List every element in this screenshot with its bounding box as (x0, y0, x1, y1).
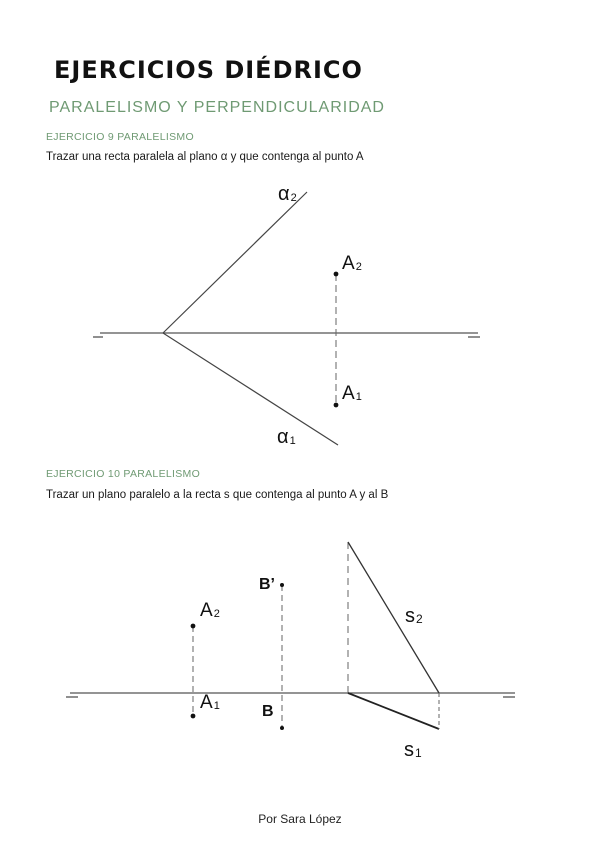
exercise-9-statement: Trazar una recta paralela al plano α y que contenga al punto A (46, 151, 364, 163)
exercise-10-heading: EJERCICIO 10 PARALELISMO (46, 468, 201, 480)
label-s2: s2 (405, 605, 423, 627)
point-a1 (191, 714, 196, 719)
exercise-9-heading: EJERCICIO 9 PARALELISMO (46, 131, 194, 143)
exercise-10-statement: Trazar un plano paralelo a la recta s que contenga al punto A y al B (46, 489, 389, 501)
point-a2 (191, 624, 196, 629)
point-a2 (334, 272, 339, 277)
label-b-prime: B’ (259, 576, 275, 593)
point-b-prime (280, 583, 284, 587)
label-a1: A1 (342, 383, 362, 404)
label-a2: A2 (342, 253, 362, 274)
point-b (280, 726, 284, 730)
label-alpha1: α1 (277, 426, 296, 448)
footer-author: Por Sara López (258, 812, 342, 826)
plane-trace-alpha1 (163, 333, 338, 445)
label-s1: s1 (404, 739, 422, 761)
label-b: B (262, 703, 274, 720)
label-a1: A1 (200, 692, 220, 713)
point-a1 (334, 403, 339, 408)
line-s1 (348, 693, 439, 729)
exercise-10-figure (0, 530, 600, 770)
label-a2: A2 (200, 600, 220, 621)
document-subtitle: PARALELISMO Y PERPENDICULARIDAD (49, 99, 385, 116)
plane-trace-alpha2 (163, 192, 307, 333)
line-s2 (348, 542, 439, 693)
label-alpha2: α2 (278, 183, 297, 205)
exercise-9-figure (0, 175, 600, 455)
document-title: EJERCICIOS DIÉDRICO (54, 56, 363, 84)
